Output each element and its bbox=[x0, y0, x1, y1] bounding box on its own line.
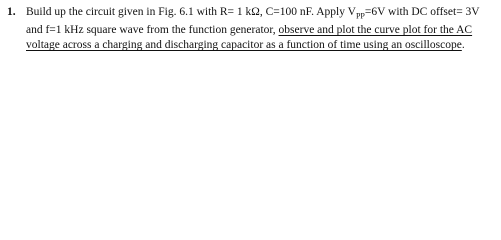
item-text bbox=[26, 5, 498, 53]
task-item bbox=[0, 0, 501, 63]
line-1-part-1: Build up the circuit given in Fig. 6.1 with R= 1 kΩ, C=100 nF. Apply V bbox=[26, 6, 356, 18]
line-2-part-1: and f=1 kHz square wave from the function generator, bbox=[26, 24, 279, 37]
text-line-2 bbox=[26, 23, 498, 38]
line-3-period: . bbox=[461, 39, 465, 52]
vpp-subscript: PP bbox=[355, 11, 365, 21]
text-line-3 bbox=[26, 38, 498, 53]
line-2-underlined: observe and plot the curve plot for the AC bbox=[278, 24, 473, 37]
line-1-part-2: =6V with DC offset= 3V bbox=[364, 6, 480, 18]
text-line-1 bbox=[26, 5, 498, 23]
item-number: 1. bbox=[7, 6, 16, 18]
line-3-underlined: voltage across a charging and discharging capacitor as a function of time using an oscilloscope bbox=[26, 39, 462, 52]
